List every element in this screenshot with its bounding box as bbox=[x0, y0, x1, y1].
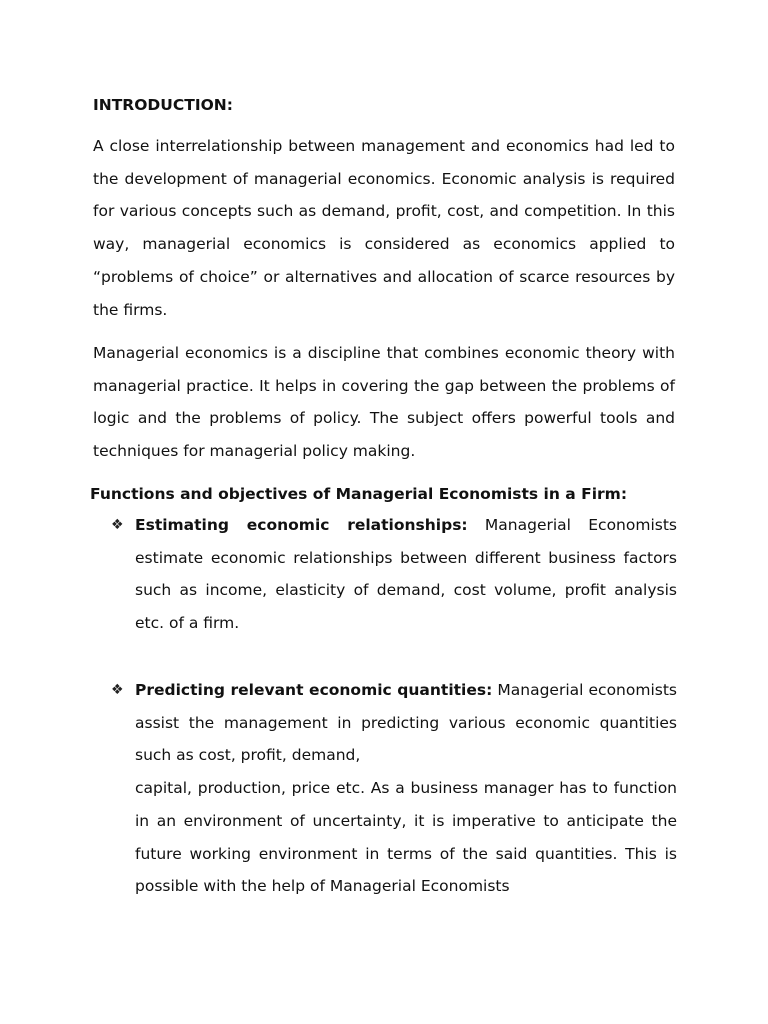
bullet-title: Estimating economic relationships: bbox=[135, 516, 468, 534]
bullet-item-estimating bbox=[111, 509, 677, 640]
introduction-heading: INTRODUCTION: bbox=[93, 96, 233, 114]
intro-paragraph-1: A close interrelationship between management and economics had led to the development of managerial economics. Economic analysis is required for various concepts such as demand, profit, cost, and competition. In this way, managerial economics is considered as economics applied to “problems of choice” or alternatives and allocation of scarce resources by the firms. bbox=[93, 137, 675, 319]
bullet-item-predicting bbox=[111, 674, 677, 903]
bullet-continuation: capital, production, price etc. As a business manager has to function in an environment of uncertainty, it is imperative to anticipate the future working environment in terms of the said quantities. This is possible with the help of Managerial Economists bbox=[135, 779, 677, 896]
diamond-bullet-icon: ❖ bbox=[111, 517, 124, 533]
functions-section-heading: Functions and objectives of Managerial Economists in a Firm: bbox=[90, 485, 628, 503]
intro-paragraph-2: Managerial economics is a discipline that combines economic theory with managerial practice. It helps in covering the gap between the problems of logic and the problems of policy. The subject offers powerful tools and techniques for managerial policy making. bbox=[93, 344, 675, 461]
bullet-body: Managerial Economists estimate economic relationships between different business factors such as income, elasticity of demand, cost volume, profit analysis etc. of a firm. bbox=[135, 516, 677, 633]
bullet-text bbox=[135, 509, 677, 640]
bullet-body: Managerial economists assist the management in predicting various economic quantities such as cost, profit, demand, bbox=[135, 681, 677, 765]
bullet-title: Predicting relevant economic quantities: bbox=[135, 681, 493, 699]
diamond-bullet-icon: ❖ bbox=[111, 682, 124, 698]
bullet-text bbox=[135, 674, 677, 772]
